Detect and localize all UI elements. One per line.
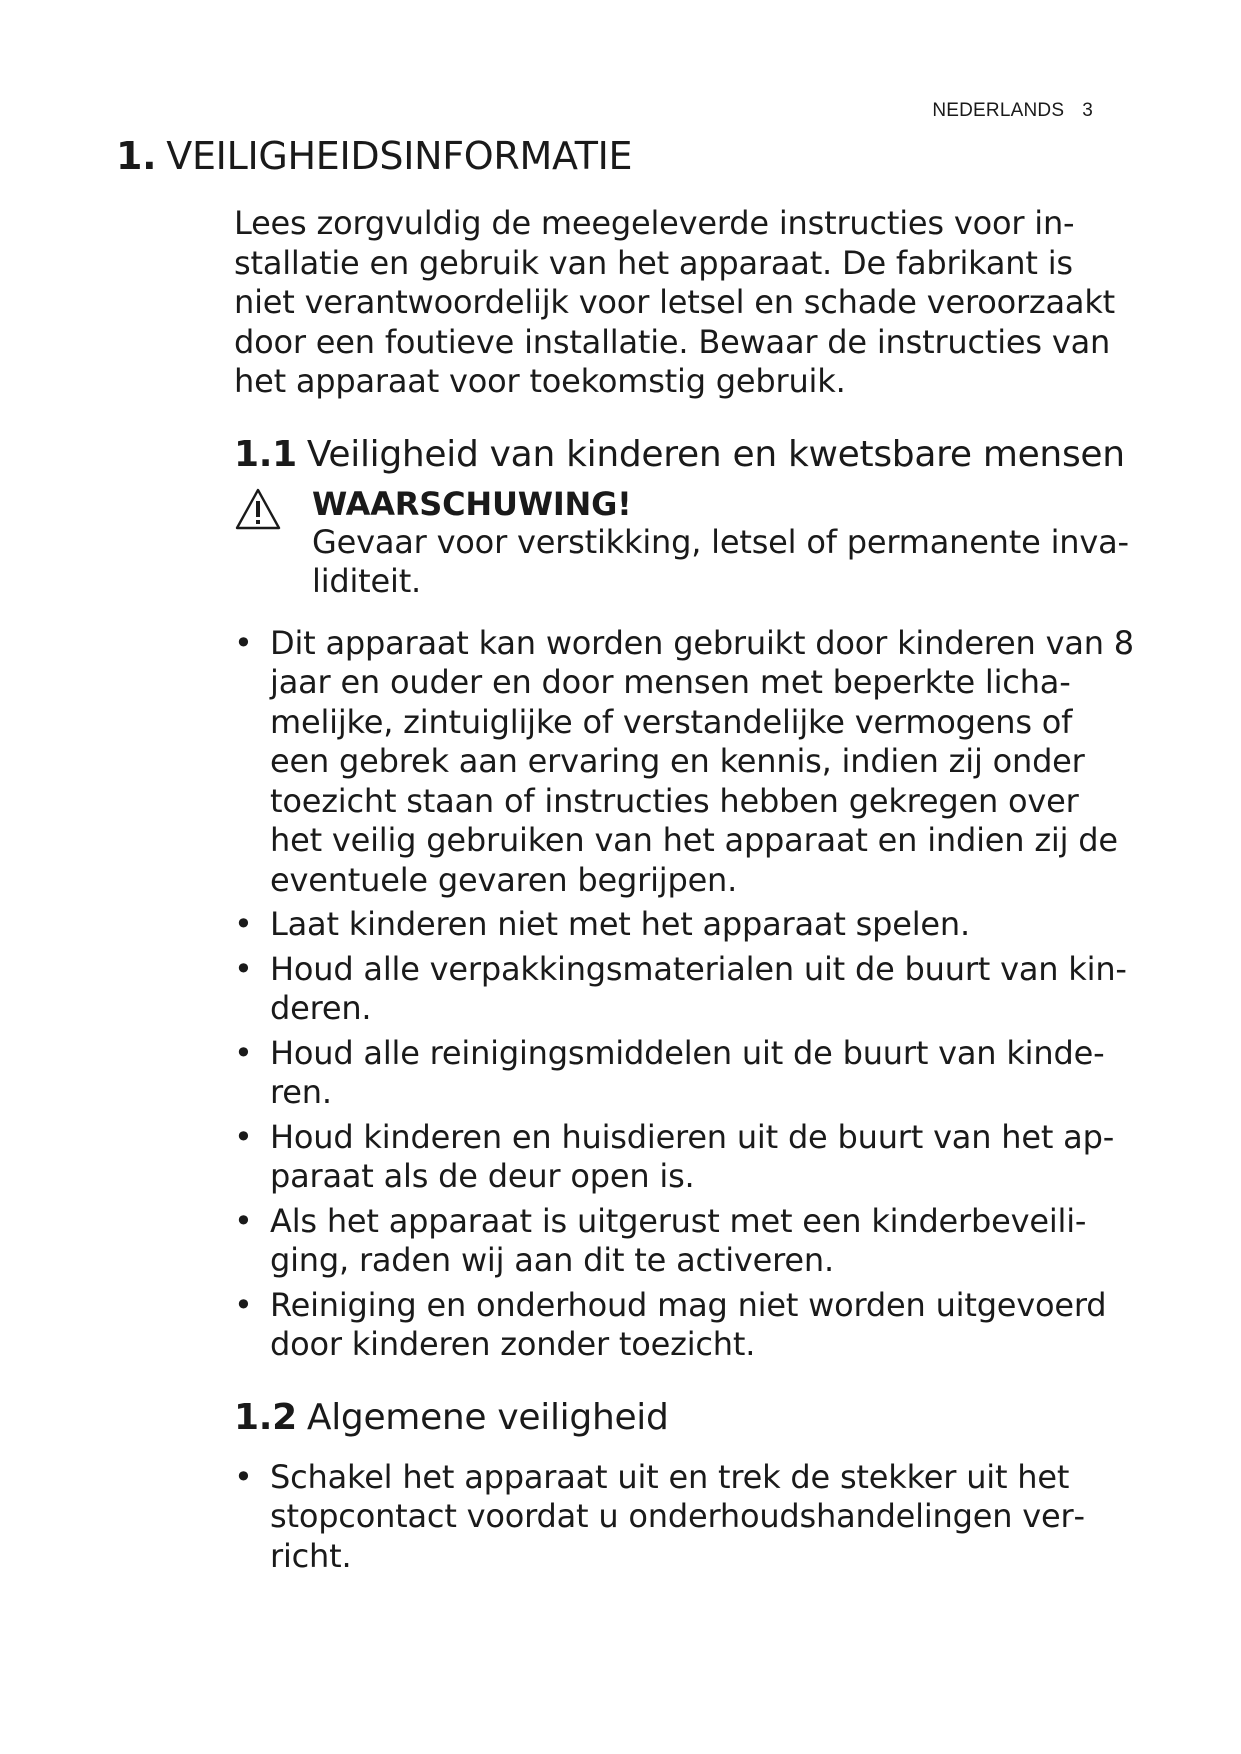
list-item-text: Als het apparaat is uitgerust met een kinderbeveiliging, raden wij aan dit te activeren. [270, 1201, 1087, 1279]
general-safety-list [234, 1458, 1134, 1577]
list-item [234, 905, 1134, 945]
section-1-1-number: 1.1 [234, 433, 297, 475]
bullet: • [234, 1201, 253, 1240]
bullet: • [234, 623, 253, 662]
list-item [234, 1202, 1134, 1281]
section-1-heading [116, 134, 632, 178]
warning-text: Gevaar voor verstikking, letsel of permanente invaliditeit. [312, 522, 1130, 600]
list-item [234, 1286, 1134, 1365]
section-1-2-number: 1.2 [234, 1396, 297, 1438]
warning-block [234, 485, 1134, 602]
bullet: • [234, 1285, 253, 1324]
warning-triangle-icon [234, 487, 282, 531]
section-1-2-heading [234, 1397, 1134, 1438]
bullet: • [234, 1457, 253, 1496]
list-item [234, 950, 1134, 1029]
list-item [234, 1034, 1134, 1113]
list-item [234, 624, 1134, 901]
bullet: • [234, 1117, 253, 1156]
list-item-text: Schakel het apparaat uit en trek de stekker uit het stopcontact voordat u onderhoudshandelingen verricht. [270, 1457, 1086, 1575]
warning-title: WAARSCHUWING! [312, 484, 632, 523]
list-item-text: Laat kinderen niet met het apparaat spelen. [270, 905, 970, 943]
bullet: • [234, 905, 253, 943]
list-item-text: Houd kinderen en huisdieren uit de buurt van het apparaat als de deur open is. [270, 1117, 1115, 1195]
section-1-number: 1. [116, 134, 157, 178]
page-number: 3 [1082, 100, 1093, 121]
section-1-1-title: Veiligheid van kinderen en kwetsbare mensen [306, 433, 1125, 475]
section-1-1-heading [234, 434, 1134, 475]
list-item-text: Houd alle reinigingsmiddelen uit de buurt van kinderen. [270, 1033, 1105, 1111]
list-item-text: Dit apparaat kan worden gebruikt door kinderen van 8 jaar en ouder en door mensen met beperkte lichamelijke, zintuiglijke of verstandelijke vermogens of een gebrek aan ervaring en kennis, indien zij onder toezicht staan of instructies hebben gekregen over het veilig gebruiken van het apparaat en indien zij de eventuele gevaren begrijpen. [270, 623, 1134, 899]
bullet: • [234, 1033, 253, 1072]
child-safety-list [234, 624, 1134, 1365]
list-item-text: Reiniging en onderhoud mag niet worden uitgevoerd door kinderen zonder toezicht. [270, 1285, 1107, 1363]
page-header [932, 100, 1093, 122]
list-item [234, 1458, 1134, 1577]
bullet: • [234, 949, 253, 988]
section-1-2-title: Algemene veiligheid [306, 1396, 669, 1438]
list-item [234, 1118, 1134, 1197]
header-language: NEDERLANDS [932, 100, 1065, 121]
intro-paragraph: Lees zorgvuldig de meegeleverde instructies voor installatie en gebruik van het apparaat. De fabrikant is niet verantwoordelijk voor letsel en schade veroorzaakt door een foutieve installatie. Bewaar de instructies van het apparaat voor toekomstig gebruik. [234, 204, 1116, 400]
main-content [234, 204, 1134, 1581]
list-item-text: Houd alle verpakkingsmaterialen uit de buurt van kinderen. [270, 949, 1127, 1027]
section-1-title: VEILIGHEIDSINFORMATIE [166, 134, 633, 178]
